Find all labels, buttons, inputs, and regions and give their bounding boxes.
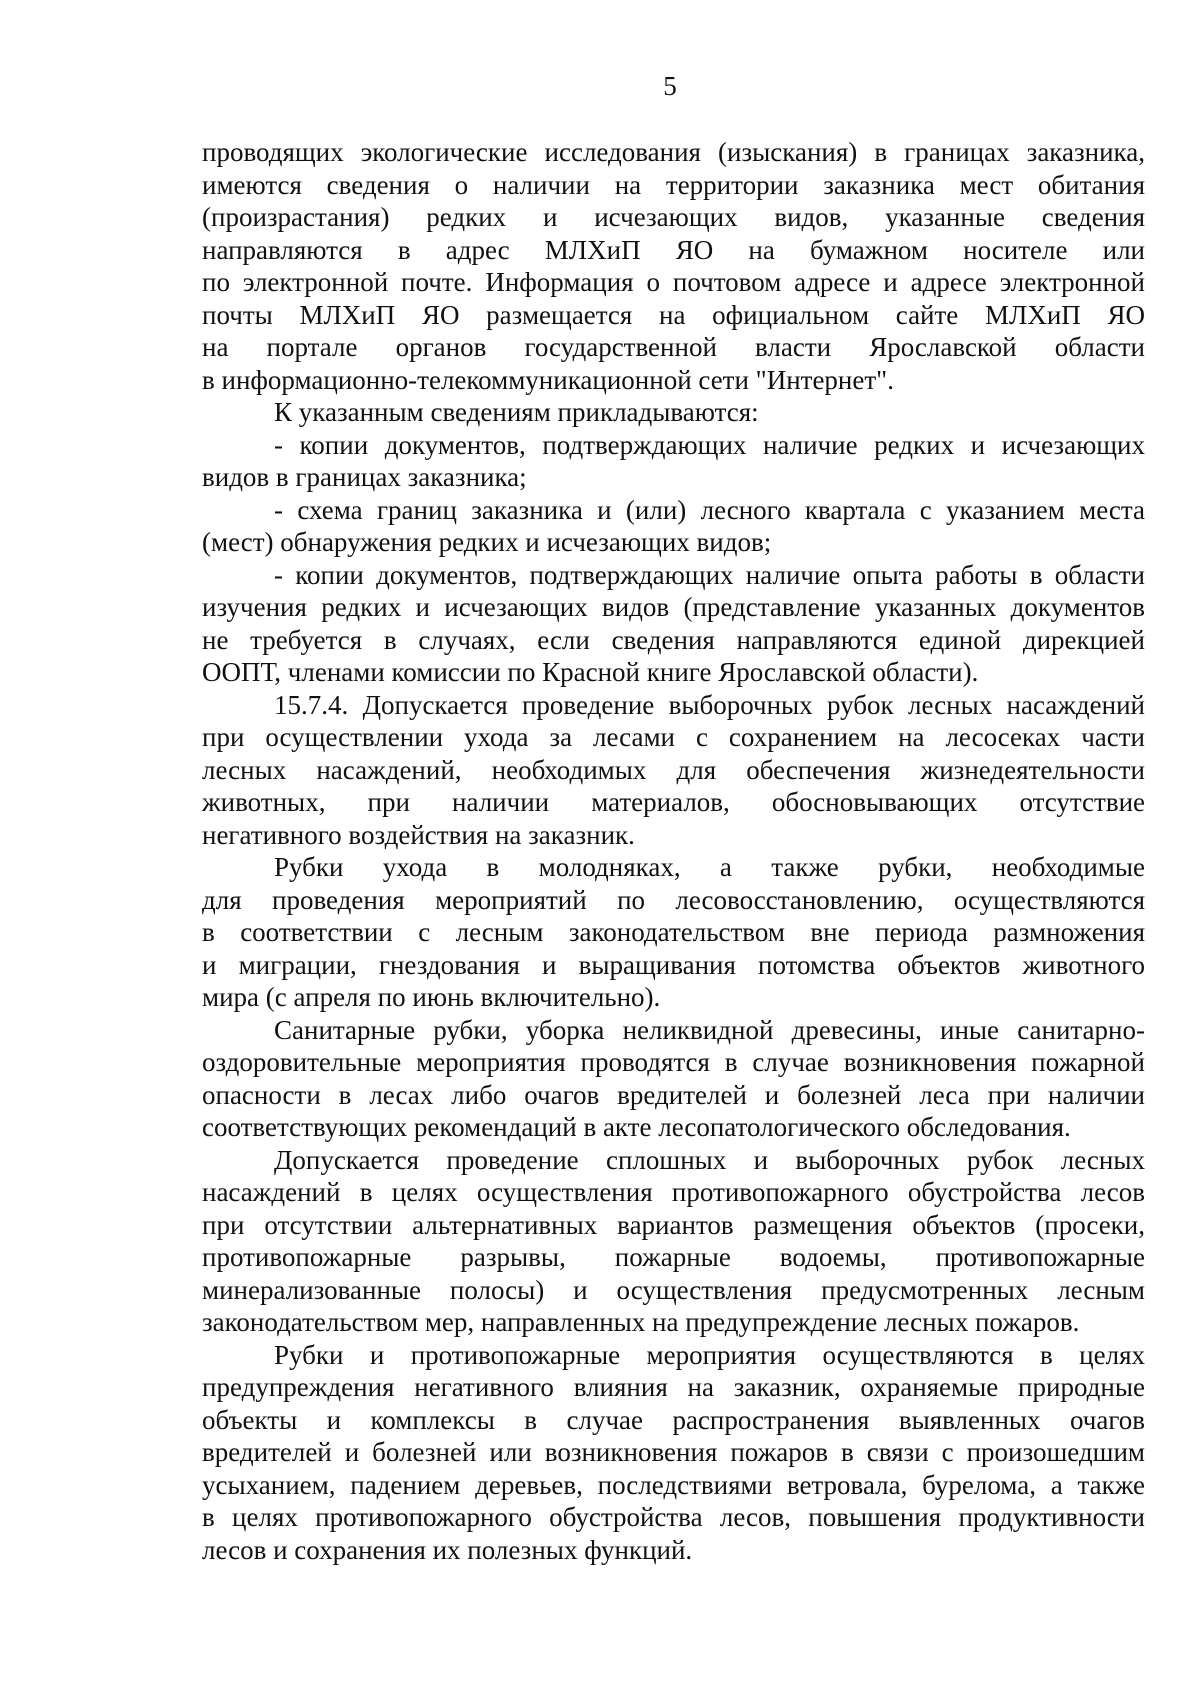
text-line: объекты и комплексы в случае распространения выявленных очагов bbox=[202, 1404, 1145, 1435]
text-line: в соответствии с лесным законодательством вне периода размножения bbox=[202, 917, 1145, 947]
text-line: лесов и сохранения их полезных функций. bbox=[202, 1534, 693, 1565]
text-line: для проведения мероприятий по лесовосстановлению, осуществляются bbox=[202, 884, 1145, 915]
text-line: оздоровительные мероприятия проводятся в случае возникновения пожарной bbox=[202, 1047, 1145, 1077]
text-line: минерализованные полосы) и осуществления предусмотренных лесным bbox=[202, 1274, 1145, 1305]
paragraph-p5 bbox=[202, 559, 1145, 689]
text-line: Рубки и противопожарные мероприятия осуществляются в целях bbox=[274, 1339, 1145, 1370]
text-line: соответствующих рекомендаций в акте лесопатологического обследования. bbox=[202, 1112, 1071, 1142]
paragraph-p3 bbox=[202, 429, 1145, 494]
text-line: и миграции, гнездования и выращивания потомства объектов животного bbox=[202, 949, 1145, 980]
text-line: по электронной почте. Информация о почтовом адресе и адресе электронной bbox=[202, 267, 1145, 297]
text-line: Санитарные рубки, уборка неликвидной древесины, иные санитарно- bbox=[274, 1014, 1145, 1045]
text-line: Рубки ухода в молодняках, а также рубки, необходимые bbox=[274, 852, 1145, 882]
text-line: на портале органов государственной власти Ярославской области bbox=[202, 332, 1145, 362]
text-line: в целях противопожарного обустройства лесов, повышения продуктивности bbox=[202, 1502, 1145, 1532]
paragraph-p6 bbox=[202, 689, 1145, 852]
text-line: видов в границах заказника; bbox=[202, 462, 527, 492]
text-line: 15.7.4. Допускается проведение выборочных рубок лесных насаждений bbox=[274, 689, 1145, 720]
paragraph-p4 bbox=[202, 494, 1145, 559]
text-line: лесных насаждений, необходимых для обеспечения жизнедеятельности bbox=[202, 754, 1145, 785]
paragraph-p1 bbox=[202, 136, 1145, 396]
text-line: имеются сведения о наличии на территории заказника мест обитания bbox=[202, 169, 1145, 200]
text-line: мира (с апреля по июнь включительно). bbox=[202, 982, 661, 1012]
paragraph-p2 bbox=[202, 396, 1145, 429]
paragraph-p7 bbox=[202, 851, 1145, 1014]
text-line: противопожарные разрывы, пожарные водоемы, противопожарные bbox=[202, 1242, 1145, 1272]
text-line: не требуется в случаях, если сведения направляются единой дирекцией bbox=[202, 624, 1145, 655]
text-line: при осуществлении ухода за лесами с сохранением на лесосеках части bbox=[202, 722, 1145, 752]
text-line: предупреждения негативного влияния на заказник, охраняемые природные bbox=[202, 1372, 1145, 1402]
text-line: животных, при наличии материалов, обосновывающих отсутствие bbox=[202, 787, 1145, 817]
text-line: (мест) обнаружения редких и исчезающих видов; bbox=[202, 527, 772, 557]
text-line: ООПТ, членами комиссии по Красной книге Ярославской области). bbox=[202, 657, 979, 687]
text-line: изучения редких и исчезающих видов (представление указанных документов bbox=[202, 592, 1145, 622]
text-line: усыханием, падением деревьев, последствиями ветровала, бурелома, а также bbox=[202, 1469, 1145, 1500]
text-line: негативного воздействия на заказник. bbox=[202, 819, 635, 850]
text-line: вредителей и болезней или возникновения пожаров в связи с произошедшим bbox=[202, 1437, 1145, 1467]
text-line: Допускается проведение сплошных и выборочных рубок лесных bbox=[274, 1144, 1145, 1175]
text-line: - схема границ заказника и (или) лесного квартала с указанием места bbox=[274, 494, 1145, 525]
page-number: 5 bbox=[663, 71, 677, 101]
text-line: проводящих экологические исследования (изыскания) в границах заказника, bbox=[202, 137, 1145, 167]
text-line: (произрастания) редких и исчезающих видов, указанные сведения bbox=[202, 202, 1145, 232]
text-line: законодательством мер, направленных на предупреждение лесных пожаров. bbox=[202, 1307, 1080, 1337]
text-line: при отсутствии альтернативных вариантов размещения объектов (просеки, bbox=[202, 1209, 1145, 1240]
text-line: К указанным сведениям прикладываются: bbox=[274, 397, 759, 427]
text-line: почты МЛХиП ЯО размещается на официальном сайте МЛХиП ЯО bbox=[202, 299, 1145, 330]
text-line: - копии документов, подтверждающих наличие редких и исчезающих bbox=[274, 429, 1145, 460]
paragraph-p8 bbox=[202, 1014, 1145, 1144]
paragraph-p9 bbox=[202, 1144, 1145, 1339]
text-line: - копии документов, подтверждающих наличие опыта работы в области bbox=[274, 559, 1145, 590]
text-line: в информационно-телекоммуникационной сети "Интернет". bbox=[202, 364, 894, 395]
text-line: насаждений в целях осуществления противопожарного обустройства лесов bbox=[202, 1177, 1145, 1207]
text-line: опасности в лесах либо очагов вредителей и болезней леса при наличии bbox=[202, 1079, 1145, 1110]
paragraph-p10 bbox=[202, 1339, 1145, 1567]
document-body bbox=[202, 136, 1145, 1566]
text-line: направляются в адрес МЛХиП ЯО на бумажном носителе или bbox=[202, 234, 1145, 265]
